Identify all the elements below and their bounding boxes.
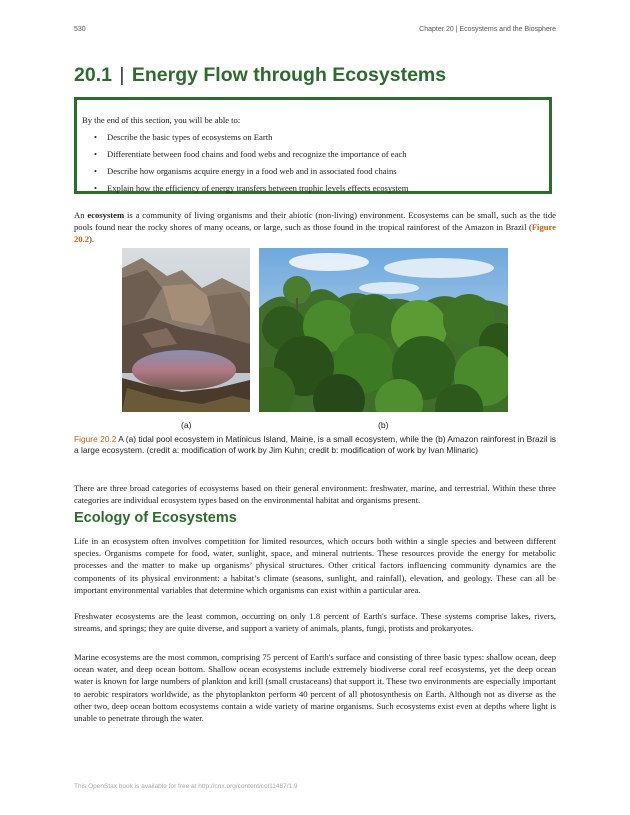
figure-link[interactable]: Figure 20.2: [74, 222, 556, 245]
section-number: 20.1: [74, 64, 112, 86]
intro-lead: An: [74, 210, 88, 220]
section-separator: |: [119, 64, 125, 86]
objective-item: • Differentiate between food chains and food webs and recognize the importance of each: [107, 146, 541, 163]
subsection-heading: Ecology of Ecosystems: [74, 510, 237, 526]
objectives-list: [82, 129, 541, 197]
freshwater-paragraph: Freshwater ecosystems are the least common, occurring on only 1.8 percent of Earth's surface. These systems comprise lakes, rivers, streams, and springs; they are quite diverse, and support a variety of animals, plants, fungi, protists and prokaryotes.: [74, 611, 556, 634]
section-title: Energy Flow through Ecosystems: [131, 64, 447, 86]
intro-paragraph: [74, 209, 556, 246]
objective-item: • Describe how organisms acquire energy in a food web and in associated food chains: [107, 163, 541, 180]
marine-paragraph: Marine ecosystems are the most common, comprising 75 percent of Earth's surface and consisting of three basic types: shallow ocean, deep ocean water, and deep ocean bottom. Shallow ocean ecosystems include extremely biodiverse coral reef ecosystems, yet the deep ocean water is known for large numbers of plankton and krill (small crustaceans) that support it. These two environments are especially important to aerobic respirators worldwide, as the phytoplankton perform 40 percent of all photosynthesis on Earth. Although not as diverse as the other two, deep ocean bottom ecosystems contain a wide variety of marine organisms. Such ecosystems exist even at depths where light is unable to penetrate through the water.: [74, 652, 556, 724]
term-ecosystem: ecosystem: [87, 210, 125, 220]
figure-caption-label: Figure 20.2: [74, 434, 117, 444]
section-heading: [74, 64, 446, 87]
objective-item: • Describe the basic types of ecosystems on Earth: [107, 129, 541, 146]
intro-body: is a community of living organisms and their abiotic (non-living) environment. Ecosystems can be small, such as the tide pools found near the rocky shores of many oceans, or large, such as those found in the tropical rainforest of the Amazon in Brazil (: [74, 210, 556, 233]
ecology-paragraph: Life in an ecosystem often involves competition for limited resources, which occurs both within a single species and between different species. Organisms compete for food, water, sunlight, space, and mineral nutrients. These resources provide the energy for metabolic processes and the matter to make up organisms’ physical structures. Other critical factors influencing community dynamics are the components of its physical environment: a habitat’s climate (seasons, sunlight, and rainfall), elevation, and geology. These can all be important environmental variables that determine which organisms can exist within a particular area.: [74, 536, 556, 595]
figure-caption: [74, 434, 556, 457]
objectives-intro: By the end of this section, you will be able to:: [82, 115, 241, 125]
photo-label-b: (b): [378, 420, 389, 430]
figure-caption-text: A (a) tidal pool ecosystem in Matinicus Island, Maine, is a small ecosystem, while the (b) Amazon rainforest in Brazil is a large ecosystem. (credit a: modification of work by Jim Kuhn; credit b: modification of work by Ivan Mlinaric): [74, 434, 556, 456]
chapter-title: Chapter 20 | Ecosystems and the Biosphere: [419, 26, 556, 33]
intro-tail: ).: [89, 234, 95, 245]
categories-paragraph: There are three broad categories of ecosystems based on their general environment: freshwater, marine, and terrestrial. Within these three categories are individual ecosystem types based on the environmental habitat and organisms present.: [74, 483, 556, 506]
page-number: 530: [74, 26, 86, 33]
rainforest-photo: [259, 248, 508, 412]
objective-item: • Explain how the efficiency of energy transfers between trophic levels effects ecosystem: [107, 180, 541, 197]
footer-note: This OpenStax book is available for free at http://cnx.org/content/col11487/1.9: [74, 783, 298, 790]
tidal-pool-photo: [122, 248, 250, 412]
learning-objectives-box: [74, 97, 552, 194]
photo-label-a: (a): [181, 420, 192, 430]
